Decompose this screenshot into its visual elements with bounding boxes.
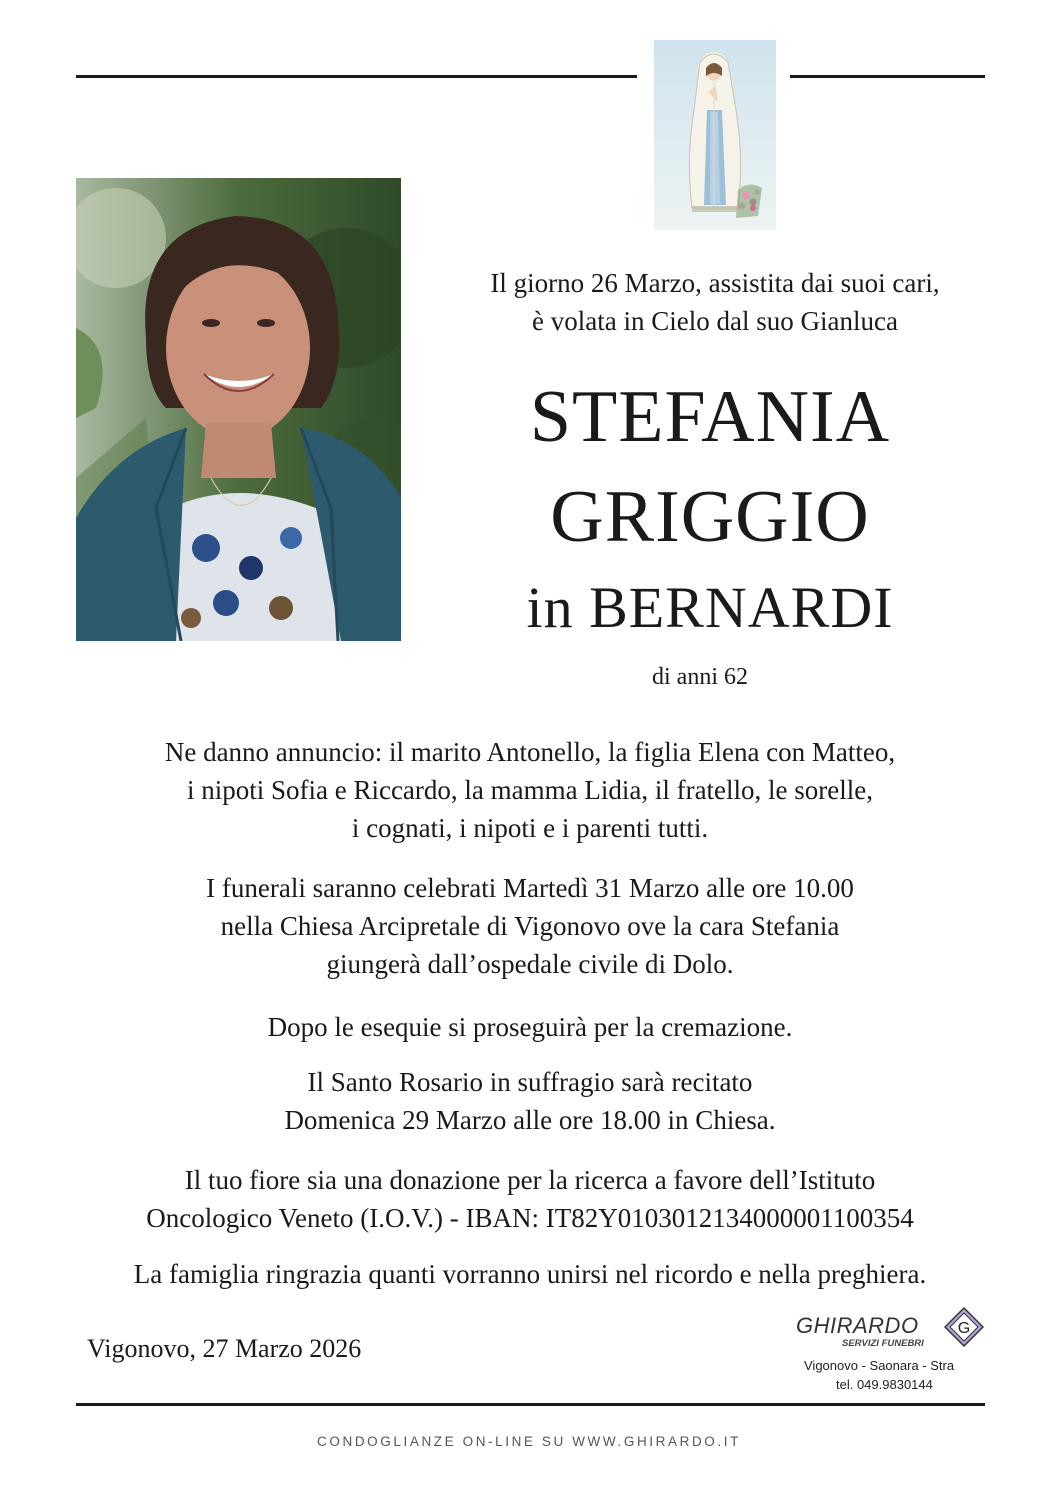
deceased-first-name: STEFANIA <box>529 376 891 458</box>
intro-text <box>420 264 1010 340</box>
bottom-rule <box>76 1403 985 1406</box>
funeral-line: nella Chiesa Arcipretale di Vigonovo ove la cara Stefania <box>220 911 840 941</box>
deceased-last-name: GRIGGIO <box>550 476 870 558</box>
place-date: Vigonovo, 27 Marzo 2026 <box>87 1334 362 1363</box>
footer-condolences-link[interactable]: CONDOGLIANZE ON-LINE SU WWW.GHIRARDO.IT <box>317 1434 741 1449</box>
donation-line: Oncologico Veneto (I.O.V.) - IBAN: IT82Y0103012134000001100354 <box>146 1203 914 1233</box>
funeral-line: giungerà dall’ospedale civile di Dolo. <box>326 949 734 979</box>
donation-line: Il tuo fiore sia una donazione per la ricerca a favore dell’Istituto <box>184 1165 876 1195</box>
deceased-married-name: in BERNARDI <box>526 575 894 640</box>
thanks-line: La famiglia ringrazia quanti vorranno unirsi nel ricordo e nella preghiera. <box>133 1259 927 1289</box>
funeral-home-phone: tel. 049.9830144 <box>836 1377 933 1392</box>
deceased-age: di anni 62 <box>652 664 748 690</box>
monogram-diamond-icon <box>944 1307 984 1347</box>
rosary-line: Il Santo Rosario in suffragio sarà recitato <box>307 1067 753 1097</box>
announcement-paragraph <box>40 733 1020 847</box>
thanks-paragraph <box>40 1255 1020 1293</box>
portrait-photo <box>76 178 401 641</box>
rosary-paragraph <box>40 1063 1020 1139</box>
intro-line-1: Il giorno 26 Marzo, assistita dai suoi cari, <box>490 268 940 298</box>
funeral-home-logo <box>790 1305 1000 1395</box>
announcement-line: i cognati, i nipoti e i parenti tutti. <box>351 813 709 843</box>
top-rule-left <box>76 75 637 78</box>
top-rule-right <box>790 75 985 78</box>
rosary-line: Domenica 29 Marzo alle ore 18.00 in Chiesa. <box>284 1105 776 1135</box>
announcement-line: i nipoti Sofia e Riccardo, la mamma Lidia, il fratello, le sorelle, <box>186 775 874 805</box>
funeral-home-towns: Vigonovo - Saonara - Stra <box>804 1358 955 1373</box>
announcement-line: Ne danno annuncio: il marito Antonello, la figlia Elena con Matteo, <box>164 737 896 767</box>
funeral-home-name: GHIRARDO <box>796 1313 919 1338</box>
cremation-line: Dopo le esequie si proseguirà per la cremazione. <box>267 1012 793 1042</box>
intro-line-2: è volata in Cielo dal suo Gianluca <box>532 306 898 336</box>
funeral-home-subtitle: SERVIZI FUNEBRI <box>842 1338 924 1349</box>
funeral-line: I funerali saranno celebrati Martedì 31 Marzo alle ore 10.00 <box>206 873 854 903</box>
monogram-letter: G <box>957 1320 971 1337</box>
funeral-paragraph <box>40 869 1020 983</box>
madonna-image <box>654 40 776 230</box>
cremation-paragraph <box>40 1008 1020 1046</box>
donation-paragraph <box>40 1161 1020 1237</box>
